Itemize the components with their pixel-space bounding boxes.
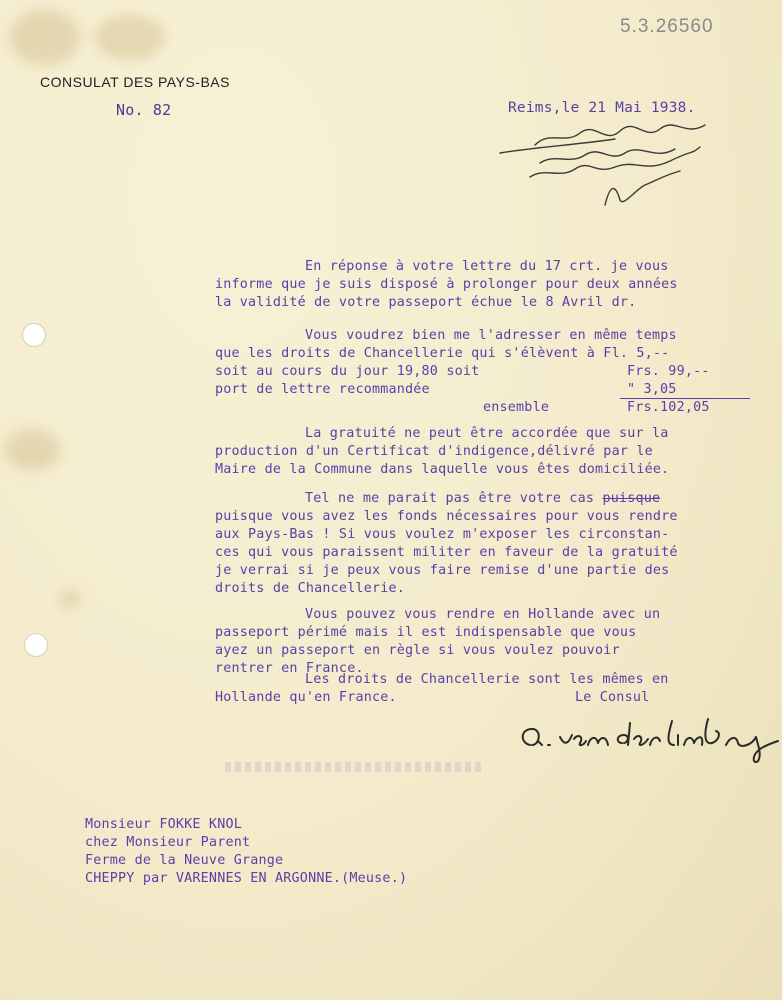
paper-stain xyxy=(60,590,80,608)
text-line: puisque vous avez les fonds nécessaires pour vous rendre xyxy=(215,509,678,524)
paragraph-send-passport xyxy=(215,327,755,367)
text-line: passeport périmé mais il est indispensable que vous xyxy=(215,625,637,640)
letter-number: No. 82 xyxy=(116,101,172,119)
consul-signature xyxy=(512,715,782,765)
paper-stain xyxy=(5,430,60,470)
punch-hole xyxy=(24,633,48,657)
fee-label: ensemble xyxy=(483,400,550,415)
fee-label: soit au cours du jour 19,80 soit xyxy=(215,364,480,379)
fee-table xyxy=(215,363,755,423)
fee-label: port de lettre recommandée xyxy=(215,382,430,397)
address-line: Ferme de la Neuve Grange xyxy=(85,853,284,868)
paragraph-not-your-case xyxy=(215,490,775,600)
text-line: informe que je suis disposé à prolonger pour deux années xyxy=(215,277,678,292)
struck-word: puisque xyxy=(602,491,661,506)
place-date: Reims,le 21 Mai 1938. xyxy=(508,100,696,116)
address-line: Monsieur FOKKE KNOL xyxy=(85,817,242,832)
text-line: ayez un passeport en règle si vous voulez pouvoir xyxy=(215,643,620,658)
text-line: Vous voudrez bien me l'adresser en même temps xyxy=(305,328,677,343)
closing-title: Le Consul xyxy=(575,690,650,705)
text-line: aux Pays-Bas ! Si vous voulez m'exposer les circonstan- xyxy=(215,527,670,542)
text-line: Vous pouvez vous rendre en Hollande avec un xyxy=(305,607,661,622)
archive-number: 5.3.26560 xyxy=(620,16,714,37)
paper-stain xyxy=(95,15,165,60)
handwritten-note xyxy=(495,105,725,220)
text-line: production d'un Certificat d'indigence,délivré par le xyxy=(215,444,653,459)
text-line: La gratuité ne peut être accordée que sur la xyxy=(305,426,669,441)
bleed-through-text xyxy=(225,762,485,772)
text-line: En réponse à votre lettre du 17 crt. je vous xyxy=(305,259,669,274)
text-line xyxy=(305,490,660,508)
paragraph-free-of-charge xyxy=(215,425,755,485)
punch-hole xyxy=(22,323,46,347)
paper-stain xyxy=(10,10,80,65)
text-line: la validité de votre passeport échue le 8 Avril dr. xyxy=(215,295,637,310)
fee-amount: Frs.102,05 xyxy=(627,400,710,415)
fee-amount: Frs. 99,-- xyxy=(627,364,710,379)
fee-amount: " 3,05 xyxy=(627,382,677,397)
text-line: droits de Chancellerie. xyxy=(215,581,406,596)
address-line: CHEPPY par VARENNES EN ARGONNE.(Meuse.) xyxy=(85,871,408,886)
text-line: Maire de la Commune dans laquelle vous êtes domiciliée. xyxy=(215,462,670,477)
text-line: rentrer en France. xyxy=(215,661,364,676)
text-line: je verrai si je peux vous faire remise d'une partie des xyxy=(215,563,670,578)
text-line: que les droits de Chancellerie qui s'élèvent à Fl. 5,-- xyxy=(215,346,670,361)
consulate-letterhead: CONSULAT DES PAYS-BAS xyxy=(40,74,230,90)
text-fragment: Tel ne me parait pas être votre cas xyxy=(305,491,595,506)
address-line: chez Monsieur Parent xyxy=(85,835,251,850)
text-line: ces qui vous paraissent militer en faveur de la gratuité xyxy=(215,545,678,560)
paragraph-fees-same xyxy=(215,671,775,711)
text-line: Hollande qu'en France. xyxy=(215,690,397,705)
recipient-address xyxy=(85,816,585,896)
text-line: Les droits de Chancellerie sont les mêmes en xyxy=(305,672,669,687)
paragraph-response xyxy=(215,258,755,318)
paragraph-travel-holland xyxy=(215,606,755,681)
